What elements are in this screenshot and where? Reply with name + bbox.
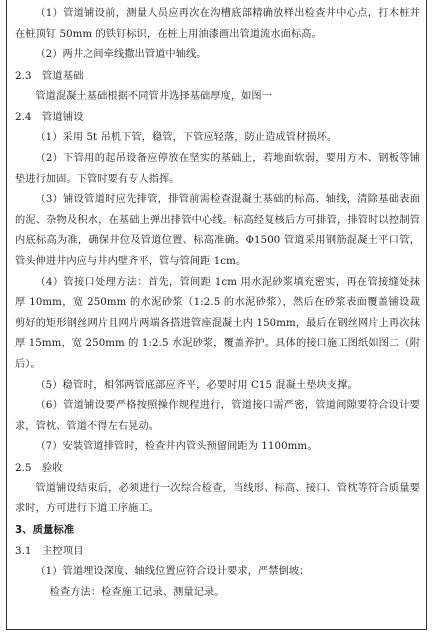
paragraph-burial-depth: （1）管道埋设深度、轴线位置应符合设计要求，严禁倒坡； [35, 566, 310, 578]
paragraph-crane: （1）采用 5t 吊机下管，稳管，下管应轻落，防止造成管材损坏。 [35, 132, 338, 144]
paragraph-operation-rules: （6）管道铺设要严格按照操作规程进行，管道接口需严密，管道间隙要符合设计要求，管枕、管道不得左右晃动。 [15, 400, 420, 432]
document-content [15, 4, 420, 603]
heading-2-3: 2.3 管道基础 [15, 69, 84, 82]
paragraph-foundation: 管道混凝土基础根据不同管井选择基础厚度，如图一 [35, 90, 273, 102]
paragraph-survey-marking: （1）管道铺设前，测量人员应再次在沟槽底部精确放样出检查井中心点，打木桩并在桩顶钉 50mm 的铁钉标识，在桩上用油漆画出管道流水面标高。 [15, 8, 420, 40]
paragraph-acceptance: 管道铺设结束后，必须进行一次综合检查，当线形、标高、接口、管枕等符合质量要求时，方可进行下道工序施工。 [15, 482, 420, 515]
document-page [6, 0, 427, 630]
heading-2-5: 2.5 验收 [15, 461, 63, 474]
paragraph-pipe-laying: （3）铺设管道时应先排管，排管前需检查混凝土基础的标高、轴线，清除基础表面的泥、杂物及积水，在基础上弹出排管中心线。标高经复核后方可排管，排管时以控制管内底标高为准，确保井位及管道位置、标高准确。Φ1500 管道采用钢筋混凝土平口管，管头伸进井内应与井内壁齐平，管与管间距 1cm。 [15, 194, 420, 267]
heading-3: 3、质量标准 [15, 524, 75, 537]
paragraph-lifting-equipment: （2）下管用的起吊设备应停放在坚实的基础上，若地面软弱，要用方木、钢板等铺垫进行加固。下管时要有专人指挥。 [15, 152, 420, 185]
heading-2-4: 2.4 管道铺设 [15, 111, 84, 124]
paragraph-inspection-method: 检查方法：检查施工记录、测量记录。 [49, 586, 225, 598]
heading-3-1: 3.1 主控项目 [15, 545, 84, 558]
paragraph-reserved-spacing: （7）安装管道排管时，检查井内管头预留间距为 1100mm。 [35, 441, 318, 453]
paragraph-stabilizing: （5）稳管时，相邻两管底部应齐平，必要时用 C15 混凝土垫块支撑。 [35, 379, 358, 391]
paragraph-axis-line: （2）两井之间牵线撒出管道中轴线。 [35, 49, 207, 61]
paragraph-joint-treatment: （4）管接口处理方法：首先，管间距 1cm 用水泥砂浆填充密实，再在管接缝处抹厚 10mm，宽 250mm 的水泥砂浆（1:2.5 的水泥砂浆），然后在砂浆表面覆盖铺设裁剪好的矩形钢丝网片且网片两端各搭进管座混凝土内 150mm，最后在钢丝网片上再次抹厚 15mm，宽 250mm 的 1:2.5 水泥砂浆，覆盖养护。具体的接口施工图纸如图二（附后）。 [15, 276, 420, 370]
